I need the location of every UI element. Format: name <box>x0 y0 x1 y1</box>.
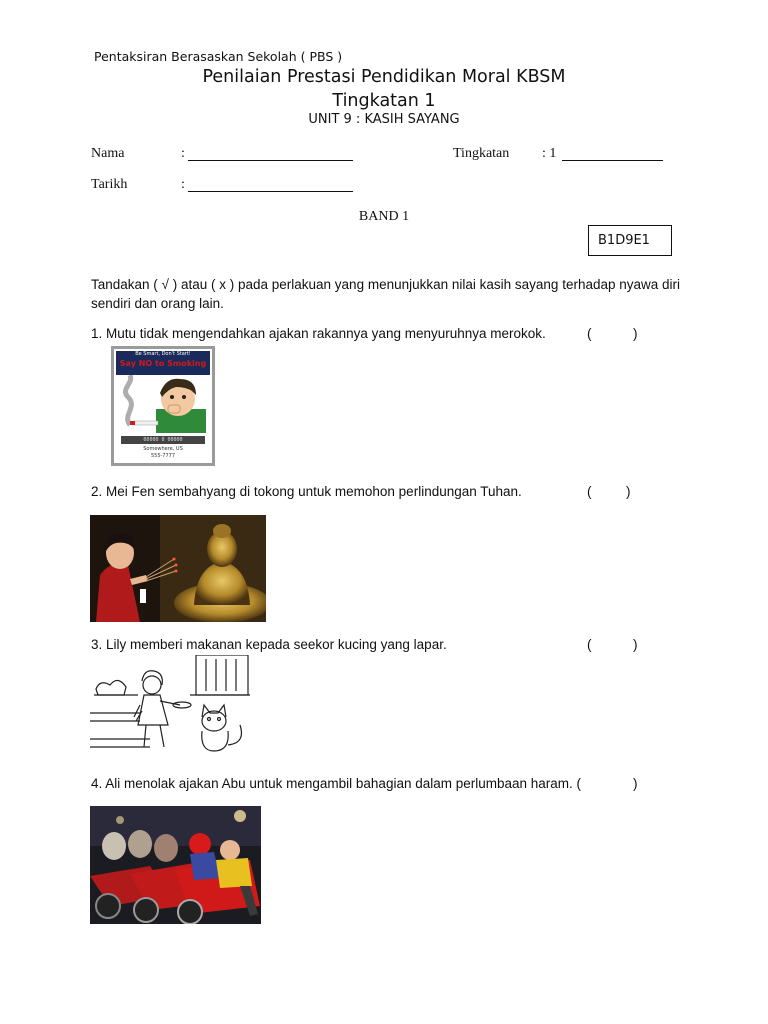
poster-line-4: 555-7777 <box>150 453 176 459</box>
form-title: Tingkatan 1 <box>332 91 436 111</box>
question-3-close-paren: ) <box>633 637 638 652</box>
poster-line-1: Be Smart, Don't Start! <box>135 351 191 357</box>
question-3-open-paren: ( <box>587 637 592 652</box>
unit-title: UNIT 9 : KASIH SAYANG <box>308 112 460 127</box>
name-line[interactable] <box>188 148 353 161</box>
form-value: : 1 <box>542 146 557 161</box>
instruction-text: Tandakan ( √ ) atau ( x ) pada perlakuan yang menunjukkan nilai kasih sayang terhadap nyawa diri sendiri dan orang lain. <box>91 277 681 311</box>
question-2-text: 2. Mei Fen sembahyang di tokong untuk memohon perlindungan Tuhan. <box>91 484 522 499</box>
question-4-text: 4. Ali menolak ajakan Abu untuk mengambil bahagian dalam perlumbaan haram. ( <box>91 776 582 791</box>
date-line[interactable] <box>188 179 353 192</box>
name-label: Nama <box>91 146 125 161</box>
page-title: Penilaian Prestasi Pendidikan Moral KBSM <box>202 67 566 87</box>
assessment-header: Pentaksiran Berasaskan Sekolah ( PBS ) <box>94 49 343 64</box>
boy-smoking-illustration <box>116 375 210 433</box>
question-1-text: 1. Mutu tidak mengendahkan ajakan rakannya yang menyuruhnya merokok. <box>91 326 546 341</box>
form-line[interactable] <box>562 148 663 161</box>
poster-line-3: Somewhere, US <box>143 446 183 452</box>
poster-line-2: Say NO to Smoking <box>119 359 207 368</box>
question-4-close-paren: ) <box>633 776 638 791</box>
question-1-close-paren: ) <box>633 326 638 341</box>
question-3-text: 3. Lily memberi makanan kepada seekor kucing yang lapar. <box>91 637 447 652</box>
girl-feeding-cat-image <box>90 655 250 757</box>
name-colon: : <box>181 146 185 161</box>
illegal-racing-image <box>90 806 261 924</box>
date-label: Tarikh <box>91 177 128 192</box>
temple-prayer-image <box>90 515 266 622</box>
code-box: B1D9E1 <box>588 225 672 256</box>
band-label: BAND 1 <box>358 209 410 224</box>
form-label: Tingkatan <box>453 146 510 161</box>
question-1-open-paren: ( <box>587 326 592 341</box>
question-2-open-paren: ( <box>587 484 592 499</box>
smoking-poster-image <box>111 346 215 466</box>
date-colon: : <box>181 177 185 192</box>
poster-strip: 00000 0 00000 <box>143 437 183 443</box>
question-2-close-paren: ) <box>626 484 631 499</box>
